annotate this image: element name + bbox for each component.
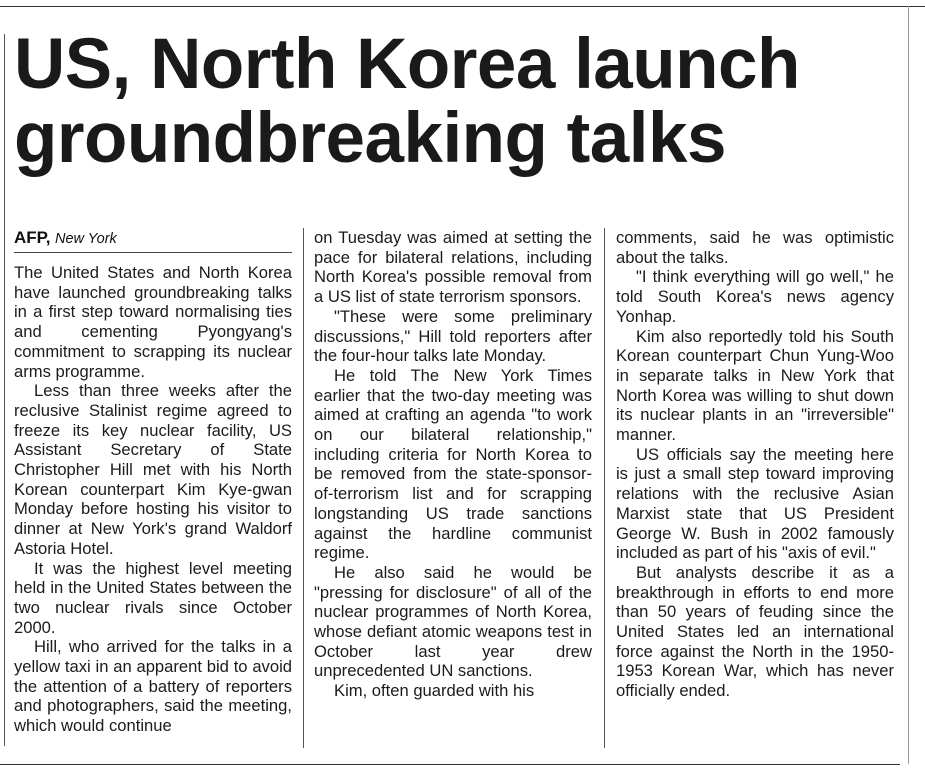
column-divider	[604, 228, 605, 748]
paragraph: He told The New York Times earlier that the two-day meeting was aimed at crafting an agenda "to work on our bilateral relationship," including criteria for North Korea to be removed from the state-sponsor-of-terrorism list and for scrapping longstanding US trade sanctions against the hardline communist regime.	[314, 365, 592, 563]
left-border	[4, 34, 5, 746]
paragraph: It was the highest level meeting held in the United States between the two nuclear rivals since October 2000.	[14, 558, 292, 637]
top-rule	[0, 6, 925, 7]
headline: US, North Korea launch groundbreaking talks	[14, 25, 800, 178]
paragraph: on Tuesday was aimed at setting the pace for bilateral relations, including North Korea's possible removal from a US list of state terrorism sponsors.	[314, 228, 592, 307]
bottom-rule	[0, 764, 900, 765]
paragraph: US officials say the meeting here is just a small step toward improving relations with the reclusive Asian Marxist state that US President George W. Bush in 2002 famously included as part of his "axis of evil."	[616, 444, 894, 563]
column-divider	[303, 228, 304, 748]
paragraph: Less than three weeks after the reclusive Stalinist regime agreed to freeze its key nuclear facility, US Assistant Secretary of State Christopher Hill met with his North Korean counterpart Kim Kye-gwan Monday before hosting his visitor to dinner at New York's grand Waldorf Astoria Hotel.	[14, 381, 292, 558]
byline-rule	[14, 252, 292, 253]
right-border	[908, 6, 909, 764]
paragraph: Kim also reportedly told his South Korean counterpart Chun Yung-Woo in separate talks in New York that North Korea was willing to shut down its nuclear plants in an "irreversible" manner.	[616, 326, 894, 445]
byline	[14, 228, 292, 249]
paragraph: "I think everything will go well," he told South Korea's news agency Yonhap.	[616, 267, 894, 326]
paragraph: Hill, who arrived for the talks in a yellow taxi in an apparent bid to avoid the attention of a battery of reporters and photographers, said the meeting, which would continue	[14, 637, 292, 736]
byline-location: New York	[55, 231, 117, 247]
paragraph: The United States and North Korea have launched groundbreaking talks in a first step toward normalising ties and cementing Pyongyang's commitment to scrapping its nuclear arms programme.	[14, 263, 292, 381]
byline-source: AFP,	[14, 228, 51, 247]
article-column-3	[616, 228, 894, 701]
paragraph: Kim, often guarded with his	[334, 681, 535, 701]
paragraph: "These were some preliminary discussions," Hill told reporters after the four-hour talks late Monday.	[314, 306, 592, 366]
article-column-2	[314, 228, 592, 701]
paragraph: But analysts describe it as a breakthrough in efforts to end more than 50 years of feuding since the United States led an international force against the North in the 1950-1953 Korean War, which has never officially ended.	[616, 562, 894, 701]
article-column-1	[14, 263, 292, 736]
paragraph: He also said he would be "pressing for disclosure" of all of the nuclear programmes of North Korea, whose defiant atomic weapons test in October last year drew unprecedented UN sanctions.	[314, 562, 592, 681]
paragraph: comments, said he was optimistic about the talks.	[616, 228, 894, 267]
